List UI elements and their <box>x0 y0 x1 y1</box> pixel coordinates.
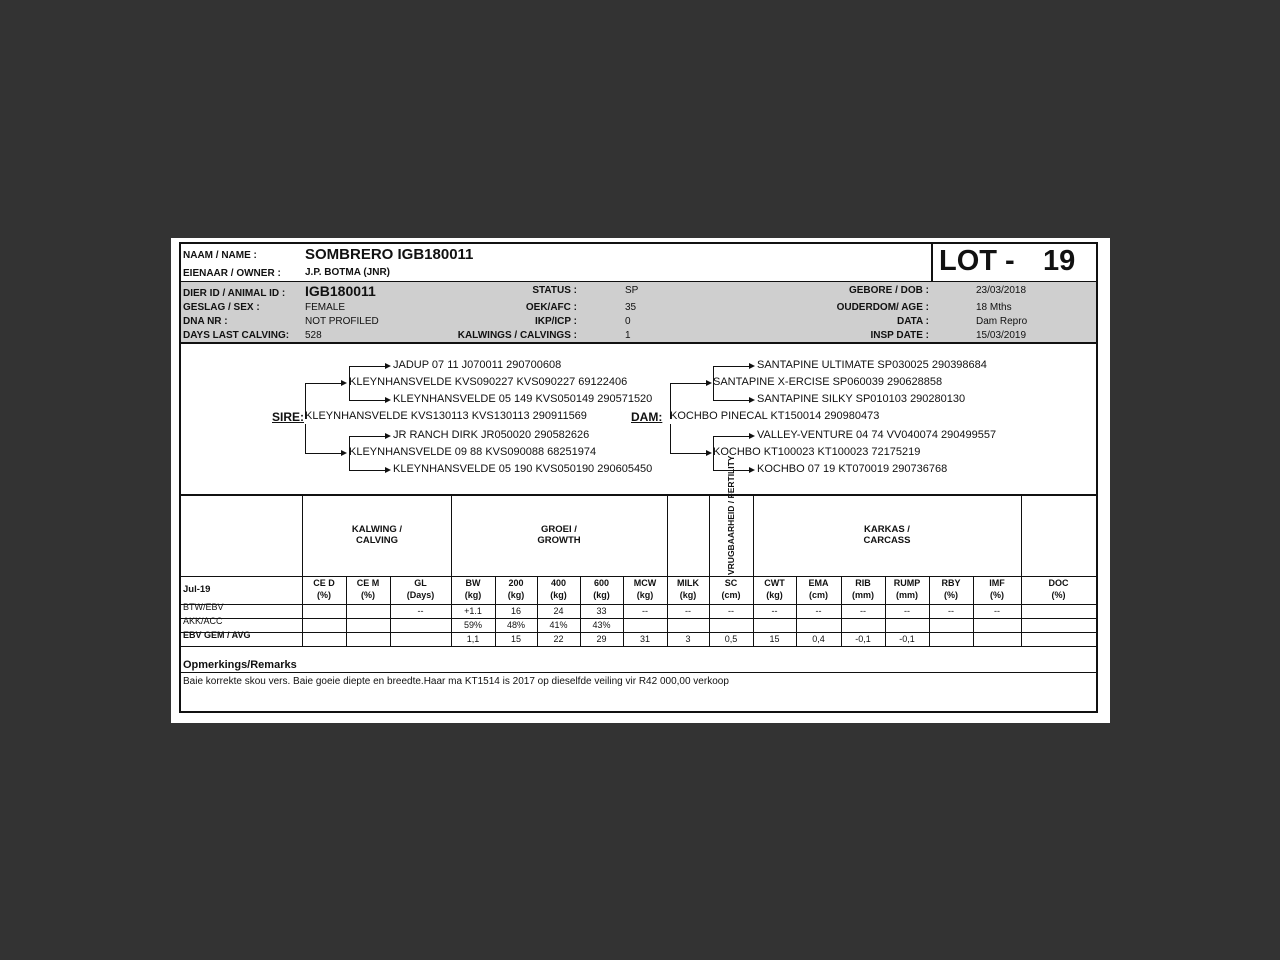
col-name: IMF <box>989 578 1005 588</box>
table-cell: 16 <box>510 606 521 616</box>
col-name: SC <box>724 578 738 588</box>
col-unit: (%) <box>1051 590 1066 600</box>
table-cell: -0,1 <box>899 634 915 644</box>
arrow-icon <box>385 467 391 473</box>
insp-value: 15/03/2019 <box>976 330 1027 341</box>
dam-label: DAM: <box>631 410 663 424</box>
col-unit: (kg) <box>464 590 482 600</box>
col-unit: (mm) <box>896 590 918 600</box>
group-carcass: KARKAS / CARCASS <box>863 524 911 546</box>
col-unit: (%) <box>944 590 958 600</box>
col-unit: (mm) <box>852 590 874 600</box>
col-header-ce-m <box>346 577 390 601</box>
afc-label: OEK/AFC : <box>525 302 577 313</box>
table-cell: 15 <box>769 634 780 644</box>
col-header-ema <box>796 577 841 601</box>
ped-connector <box>670 424 671 453</box>
arrow-icon <box>706 450 712 456</box>
table-cell: 59% <box>463 620 482 630</box>
col-header-gl <box>390 577 451 601</box>
arrow-icon <box>341 450 347 456</box>
pedigree-divider <box>181 494 1096 496</box>
ped-connector <box>349 383 350 400</box>
arrow-icon <box>749 467 755 473</box>
col-unit: (kg) <box>636 590 654 600</box>
table-cell: -- <box>860 606 866 616</box>
calvings-value: 1 <box>625 330 631 341</box>
col-unit: (%) <box>990 590 1004 600</box>
days-value: 528 <box>305 330 322 341</box>
col-header-600 <box>580 577 623 601</box>
col-unit: (kg) <box>593 590 610 600</box>
info-divider <box>181 342 1096 344</box>
table-cell: 1,1 <box>466 634 480 644</box>
ped-dam: KOCHBO PINECAL KT150014 290980473 <box>670 410 880 422</box>
status-label: STATUS : <box>532 285 577 296</box>
ped-connector <box>713 453 714 470</box>
ped-connector <box>670 453 708 454</box>
table-cell: 3 <box>685 634 691 644</box>
col-name: 200 <box>508 578 524 588</box>
col-unit: (kg) <box>550 590 567 600</box>
row-label-ebv: BTW/EBV <box>183 602 224 612</box>
sire-label: SIRE: <box>272 410 305 424</box>
table-cell: -- <box>994 606 1000 616</box>
col-header-400 <box>537 577 580 601</box>
col-unit: (Days) <box>406 590 435 600</box>
ped-dam-dam-dam: KOCHBO 07 19 KT070019 290736768 <box>757 463 948 475</box>
col-header-cwt <box>753 577 796 601</box>
col-name: RIB <box>855 578 871 588</box>
table-vline <box>302 494 303 646</box>
arrow-icon <box>749 433 755 439</box>
insp-label: INSP DATE : <box>870 330 929 341</box>
dob-label: GEBORE / DOB : <box>848 285 929 296</box>
col-unit: (kg) <box>507 590 525 600</box>
status-value: SP <box>625 285 639 296</box>
icp-label: IKP/ICP : <box>534 316 577 327</box>
col-name: CWT <box>764 578 785 588</box>
age-label: OUDERDOM/ AGE : <box>836 302 929 313</box>
col-header-200 <box>495 577 537 601</box>
dna-label: DNA NR : <box>183 316 228 327</box>
table-cell: 43% <box>592 620 611 630</box>
col-unit: (%) <box>317 590 331 600</box>
ped-sire-dam-dam: KLEYNHANSVELDE 05 190 KVS050190 290605450 <box>393 463 653 475</box>
table-cell: 0,4 <box>812 634 825 644</box>
animal-id-value: IGB180011 <box>305 283 376 299</box>
table-cell: 33 <box>596 606 607 616</box>
table-vline <box>1021 494 1022 646</box>
ped-connector <box>713 436 752 454</box>
ped-sire-sire: KLEYNHANSVELDE KVS090227 KVS090227 69122406 <box>349 376 628 388</box>
name-label: NAAM / NAME : <box>183 250 257 261</box>
ped-connector <box>305 453 343 454</box>
icp-value: 0 <box>625 316 631 327</box>
arrow-icon <box>385 397 391 403</box>
col-name: MILK <box>677 578 699 588</box>
sex-value: FEMALE <box>305 302 346 313</box>
table-cell: -- <box>948 606 954 616</box>
col-unit: (cm) <box>721 590 741 600</box>
arrow-icon <box>385 433 391 439</box>
table-vline <box>667 494 668 646</box>
data-value: Dam Repro <box>976 316 1028 327</box>
animal-name: SOMBRERO IGB180011 <box>305 246 474 263</box>
col-name: EMA <box>808 578 829 588</box>
ped-connector <box>713 400 751 401</box>
remarks-title: Opmerkings/Remarks <box>183 659 297 671</box>
arrow-icon <box>341 380 347 386</box>
table-cell: 15 <box>510 634 521 644</box>
ped-dam-dam-sire: VALLEY-VENTURE 04 74 VV040074 290499557 <box>757 429 997 441</box>
ped-sire: KLEYNHANSVELDE KVS130113 KVS130113 290911569 <box>305 410 587 422</box>
calvings-label: KALWINGS / CALVINGS : <box>457 330 577 341</box>
col-name: DOC <box>1048 578 1069 588</box>
table-cell: 31 <box>639 634 650 644</box>
dna-value: NOT PROFILED <box>305 316 379 327</box>
remarks-text: Baie korrekte skou vers. Baie goeie diepte en breedte.Haar ma KT1514 is 2017 op dieselfde veiling vir R42 000,00 verkoop <box>183 676 729 687</box>
days-label: DAYS LAST CALVING: <box>183 330 290 341</box>
ped-sire-dam-sire: JR RANCH DIRK JR050020 290582626 <box>393 429 590 441</box>
col-header-bw <box>451 577 495 601</box>
col-unit: (%) <box>361 590 375 600</box>
col-header-rib <box>841 577 885 601</box>
table-cell: -- <box>417 606 424 616</box>
col-name: CE D <box>313 578 335 588</box>
table-cell: -- <box>728 606 734 616</box>
row-label-acc: AKK/ACC <box>183 616 223 626</box>
col-header-mcw <box>623 577 667 601</box>
table-cell: +1.1 <box>464 606 482 616</box>
group-fertility-cell <box>709 455 753 576</box>
col-name: RBY <box>941 578 961 588</box>
ped-connector <box>305 424 306 453</box>
table-cell: -- <box>904 606 910 616</box>
col-name: CE M <box>356 578 380 588</box>
table-cell: -- <box>685 606 691 616</box>
animal-id-label: DIER ID / ANIMAL ID : <box>183 288 286 299</box>
age-value: 18 Mths <box>976 302 1012 313</box>
ped-sire-sire-sire: JADUP 07 11 J070011 290700608 <box>393 359 562 371</box>
arrow-icon <box>706 380 712 386</box>
owner-label: EIENAAR / OWNER : <box>183 268 281 279</box>
ped-dam-sire: SANTAPINE X-ERCISE SP060039 290628858 <box>713 376 943 388</box>
table-cell: 48% <box>506 620 525 630</box>
col-header-sc <box>709 577 753 601</box>
table-cell: -0,1 <box>855 634 871 644</box>
afc-value: 35 <box>625 302 637 313</box>
col-name: 400 <box>550 578 567 588</box>
table-cell: 41% <box>549 620 568 630</box>
lot-label: LOT - <box>939 245 1015 277</box>
lot-frame <box>179 242 1098 713</box>
ped-sire-dam: KLEYNHANSVELDE 09 88 KVS090088 68251974 <box>349 446 597 458</box>
table-cell: 29 <box>596 634 607 644</box>
table-cell: -- <box>642 606 648 616</box>
table-cell: 24 <box>553 606 564 616</box>
sex-label: GESLAG / SEX : <box>183 302 260 313</box>
table-vline <box>753 494 754 646</box>
group-fertility: VRUGBAARHEID / FERTILITY <box>726 455 736 575</box>
col-unit: (kg) <box>766 590 783 600</box>
col-header-milk <box>667 577 709 601</box>
ebv-date: Jul-19 <box>183 584 211 595</box>
lot-number: 19 <box>1043 245 1076 277</box>
table-hline <box>181 646 1096 647</box>
col-header-rby <box>929 577 973 601</box>
ped-connector <box>713 383 714 400</box>
table-cell: 0,5 <box>724 634 738 644</box>
ped-dam-sire-dam: SANTAPINE SILKY SP010103 290280130 <box>757 393 966 405</box>
arrow-icon <box>749 363 755 369</box>
table-cell: -- <box>815 606 822 616</box>
row-label-avg: EBV GEM / AVG <box>183 630 251 640</box>
ped-dam-sire-sire: SANTAPINE ULTIMATE SP030025 290398684 <box>757 359 987 371</box>
col-header-ce-d <box>302 577 346 601</box>
lot-card <box>171 238 1110 723</box>
ped-connector <box>349 470 387 471</box>
arrow-icon <box>749 397 755 403</box>
lot-divider <box>931 244 933 282</box>
col-name: GL <box>414 578 427 588</box>
col-header-doc <box>1021 577 1096 601</box>
ped-connector <box>349 400 387 401</box>
col-header-imf <box>973 577 1021 601</box>
remarks-top-line <box>181 672 1096 673</box>
dob-value: 23/03/2018 <box>976 285 1027 296</box>
col-name: BW <box>465 578 481 588</box>
arrow-icon <box>385 363 391 369</box>
table-cell: -- <box>771 606 778 616</box>
col-unit: (kg) <box>679 590 697 600</box>
col-header-rump <box>885 577 929 601</box>
col-unit: (cm) <box>808 590 828 600</box>
owner-value: J.P. BOTMA (JNR) <box>305 267 391 278</box>
table-hline <box>181 618 1096 619</box>
group-growth: GROEI / GROWTH <box>537 524 581 546</box>
col-name: MCW <box>633 578 657 588</box>
table-cell: 22 <box>553 634 564 644</box>
ped-dam-dam: KOCHBO KT100023 KT100023 72175219 <box>713 446 921 458</box>
col-name: 600 <box>593 578 610 588</box>
table-vline <box>709 494 710 646</box>
ped-sire-sire-dam: KLEYNHANSVELDE 05 149 KVS050149 290571520 <box>393 393 653 405</box>
ped-connector <box>349 436 388 454</box>
ped-connector <box>349 453 350 470</box>
data-label: DATA : <box>896 316 929 327</box>
group-calving: KALWING / CALVING <box>351 524 403 546</box>
col-name: RUMP <box>893 578 921 588</box>
